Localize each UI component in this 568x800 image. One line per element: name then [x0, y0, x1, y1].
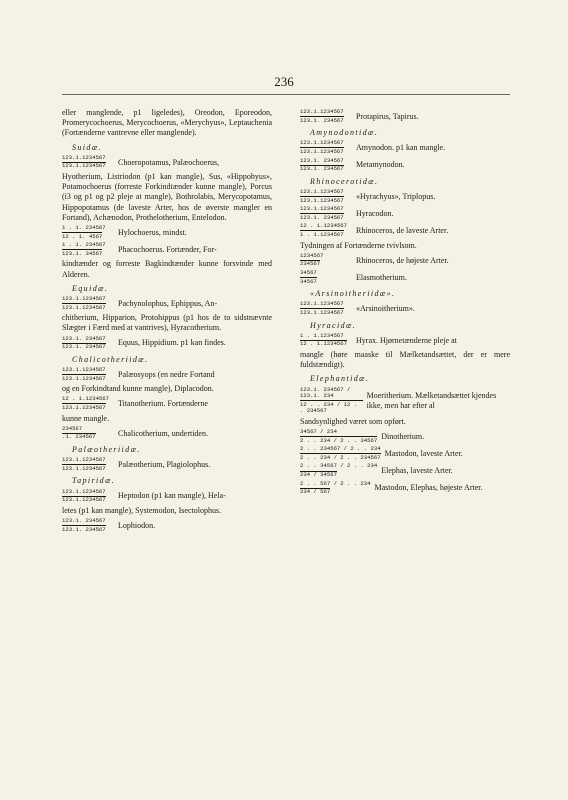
taxa-names: Rhinoceros, de højeste Arter. [356, 255, 449, 265]
dental-formula [62, 457, 114, 472]
formula-upper-jaw: 123.1. 234567 [300, 156, 344, 164]
formula-upper-jaw: 123.1.1234567 [62, 487, 106, 495]
formula-upper-jaw: 123.1. 234567 [62, 516, 106, 524]
paragraph: chitherium, Hipparion, Protohippus (p1 hos de to sidstnævnte Slægter i Færd med at vantrives), Hyracotherium. [62, 313, 272, 333]
dental-formula [300, 253, 352, 268]
formula-upper-jaw: 123.1.1234567 [300, 187, 344, 195]
dental-formula-line [300, 253, 510, 268]
formula-upper-jaw: 234567 [62, 424, 83, 432]
taxa-names: Equus, Hippidium. p1 kan findes. [118, 338, 226, 348]
dental-formula-line [300, 333, 510, 348]
formula-upper-jaw: 12 . 1.1234567 [62, 395, 109, 403]
dental-formula-line [300, 387, 510, 415]
dental-formula [62, 242, 114, 257]
taxa-names: Mastodon, laveste Arter. [384, 449, 463, 459]
formula-lower-jaw: 12 . 1. 4567 [62, 232, 103, 240]
dental-formula [62, 336, 114, 351]
formula-upper-jaw: 123.1.1234567 [62, 153, 106, 161]
formula-upper-jaw: 123.1.1234567 [300, 205, 344, 213]
taxa-names: Elephas, laveste Arter. [381, 466, 453, 476]
formula-lower-jaw: 123.1.1234567 [300, 196, 344, 204]
dental-formula [300, 206, 352, 221]
dental-formula [300, 387, 363, 415]
dental-formula [300, 223, 352, 238]
dental-formula [300, 109, 352, 124]
formula-lower-jaw: 234 / 34567 [300, 471, 337, 479]
formula-upper-jaw: 12 . 1.1234567 [300, 222, 347, 230]
taxa-names: Moeritherium. Mælketandsættet kjendes ikke, men har efter al [366, 391, 497, 410]
dental-formula [62, 518, 114, 533]
family-heading: «Arsinoitheriidæ». [310, 289, 396, 299]
dental-formula [62, 426, 114, 441]
page-number: 236 [274, 74, 294, 89]
formula-lower-jaw: 2 . . 234 / 2 . . 34567 [300, 436, 378, 444]
paragraph: Hyotherium, Listriodon (p1 kan mangle), Sus, «Hippohyus», Potamochoerus (forreste Forkindtænder kunne mangle), Porcus (i3 og p1 og p2 pleje at mangle), Bothrolabis, Merycopotamus, Hippopotamus (de laveste Arter, hos de øverste mangler en Fortand), Achænodon, Prothelotherium, Entelodon. [62, 172, 272, 222]
formula-upper-jaw: 123.1.1234567 [62, 456, 106, 464]
taxa-names: Mastodon, Elephas, højeste Arter. [374, 483, 483, 493]
family-heading: Palæotheriidæ. [72, 444, 141, 454]
formula-upper-jaw: 2 . . 567 / 2 . . 234 [300, 479, 371, 487]
formula-lower-jaw: 123.1.1234567 [300, 308, 344, 316]
formula-upper-jaw: 123.1.1234567 [300, 300, 344, 308]
dental-formula-line [62, 489, 272, 504]
formula-upper-jaw: 123.1. 234567 / 123.1. 234 [300, 385, 351, 400]
formula-lower-jaw: 123.1.1234567 [62, 464, 106, 472]
formula-lower-jaw: 2 . . 234 / 2 . . 234567 [300, 453, 381, 461]
paragraph: Tydningen af Fortænderne tvivlsom. [300, 240, 417, 250]
family-heading: Amynodontidæ. [310, 128, 379, 138]
dental-formula [300, 158, 352, 173]
formula-upper-jaw: 123.1.1234567 [300, 139, 344, 147]
dental-formula-line [300, 140, 510, 155]
paragraph: Sandsynlighed været som opført. [300, 416, 406, 426]
dental-formula-line [300, 270, 510, 285]
dental-formula [300, 140, 352, 155]
formula-lower-jaw: 123.1.1234567 [62, 162, 106, 170]
formula-lower-jaw: 12 . 1.1234567 [300, 340, 347, 348]
dental-formula-line [300, 189, 510, 204]
formula-lower-jaw: 123.1.1234567 [62, 374, 106, 382]
dental-formula-line [62, 225, 272, 240]
formula-lower-jaw: 1 . 1.1234567 [300, 230, 344, 238]
dental-formula-line [300, 446, 510, 461]
taxa-names: Palæosyops (en nedre Fortand [118, 369, 215, 379]
dental-formula-line [300, 301, 510, 316]
dental-formula-line [62, 518, 272, 533]
formula-lower-jaw: 123.1. 234567 [300, 165, 344, 173]
dental-formula-line [300, 223, 510, 238]
taxa-names: Phacochoerus. Fortænder, For- [118, 245, 217, 255]
dental-formula [300, 429, 377, 444]
taxa-names: Elasmotherium. [356, 272, 407, 282]
formula-lower-jaw: 123.1. 234567 [300, 116, 344, 124]
dental-formula-line [300, 429, 510, 444]
dental-formula [62, 489, 114, 504]
formula-upper-jaw: 2 . . 234567 / 2 . . 234 [300, 445, 381, 453]
formula-upper-jaw: 123.1.1234567 [300, 108, 344, 115]
family-heading: Hyracidæ. [310, 320, 357, 330]
taxa-names: Metamynodon. [356, 160, 405, 170]
dental-formula [300, 301, 352, 316]
dental-formula [62, 367, 114, 382]
taxa-names: «Hyrachyus», Triplopus. [356, 191, 436, 201]
taxa-names: «Arsinoitherium». [356, 304, 415, 314]
right-column [300, 108, 510, 498]
dental-formula-line [300, 109, 510, 124]
family-heading: Chalicotheriidæ. [72, 354, 149, 364]
formula-lower-jaw: .1. 234567 [62, 433, 96, 441]
paragraph: letes (p1 kan mangle), Systemodon, Isectolophus. [62, 505, 222, 515]
dental-formula-line [62, 336, 272, 351]
dental-formula-line [300, 481, 510, 496]
paragraph: kunne mangle. [62, 413, 110, 423]
taxa-names: Choeropotamus, Palæochoerus, [118, 157, 220, 167]
taxa-names: Heptodon (p1 kan mangle), Hela- [118, 491, 226, 501]
family-heading: Equidæ. [72, 283, 109, 293]
taxa-names: Titanotherium. Fortænderne [118, 399, 208, 409]
taxa-names: Hyrax. Hjørnetænderne pleje at [356, 335, 457, 345]
paragraph: mangle (høre maaske til Mælketandsættet, der er mere fuldstændigt). [300, 349, 510, 370]
formula-lower-jaw: 123.1.1234567 [62, 403, 106, 411]
taxa-names: Rhinoceros, de laveste Arter. [356, 226, 449, 236]
dental-formula-line [62, 155, 272, 170]
taxa-names: Pachynolophus, Ephippus, An- [118, 298, 218, 308]
taxa-names: Hylochoerus, mindst. [118, 227, 187, 237]
formula-lower-jaw: 12 . . 234 / 12 . . 234567 [300, 400, 363, 415]
dental-formula-line [300, 463, 510, 478]
family-heading: Rhinocerotidæ. [310, 176, 379, 186]
formula-upper-jaw: 1234567 [300, 251, 324, 259]
formula-lower-jaw: 123.1.1234567 [300, 147, 344, 155]
left-column [62, 108, 272, 535]
dental-formula [62, 296, 114, 311]
dental-formula-line [300, 158, 510, 173]
paragraph: kindtænder og forreste Bagkindtænder kunne forsvinde med Alderen. [62, 259, 272, 279]
formula-upper-jaw: 123.1. 234567 [62, 334, 106, 342]
paragraph: og en Forkindtand kunne mangle), Diplacodon. [62, 384, 214, 394]
family-heading: Suidæ. [72, 142, 102, 152]
formula-lower-jaw: 123.1. 234567 [62, 343, 106, 351]
taxa-names: Dinotherium. [381, 431, 425, 441]
formula-upper-jaw: 34567 / 234 [300, 428, 337, 436]
formula-upper-jaw: 34567 [300, 268, 317, 276]
dental-formula [300, 189, 352, 204]
paragraph: eller manglende, p1 ligeledes), Oreodon, Eporeodon, Promerycochoerus, Merycochoerus, «Merychyus», Leptauchenia (Fortænderne vantrevne eller manglende). [62, 108, 272, 138]
formula-lower-jaw: 34567 [300, 277, 317, 285]
taxa-names: Hyracodon. [356, 209, 394, 218]
dental-formula [300, 333, 352, 348]
taxa-names: Amynodon. p1 kan mangle. [356, 143, 446, 153]
dental-formula-line [62, 367, 272, 382]
dental-formula [300, 446, 381, 461]
taxa-names: Palæotherium, Plagiolophus. [118, 460, 211, 469]
formula-lower-jaw: 123.1. 234567 [300, 213, 344, 221]
formula-upper-jaw: 1 . 1. 234567 [62, 241, 106, 249]
dental-formula [300, 481, 371, 496]
dental-formula [300, 463, 377, 478]
formula-lower-jaw: 123.1. 34567 [62, 249, 103, 257]
taxa-names: Chalicotherium, undertiden. [118, 428, 208, 438]
formula-upper-jaw: 123.1.1234567 [62, 365, 106, 373]
formula-lower-jaw: 234 / 567 [300, 488, 331, 496]
taxa-names: Protapirus, Tapirus. [356, 111, 419, 121]
formula-lower-jaw: 123.1.1234567 [62, 303, 106, 311]
taxa-names: Lophiodon. [118, 520, 156, 530]
formula-lower-jaw: 123.1.1234567 [62, 496, 106, 504]
dental-formula [300, 270, 352, 285]
dental-formula-line [62, 296, 272, 311]
formula-lower-jaw: 234567 [300, 260, 321, 268]
dental-formula-line [62, 396, 272, 411]
formula-lower-jaw: 123.1. 234567 [62, 525, 106, 533]
header-rule [62, 94, 510, 95]
dental-formula-line [62, 242, 272, 257]
formula-upper-jaw: 1 . 1.1234567 [300, 331, 344, 339]
dental-formula [62, 396, 114, 411]
dental-formula [62, 225, 114, 240]
formula-upper-jaw: 123.1.1234567 [62, 295, 106, 302]
dental-formula-line [300, 206, 510, 221]
dental-formula [62, 155, 114, 170]
formula-upper-jaw: 1 . 1. 234567 [62, 224, 106, 232]
dental-formula-line [62, 457, 272, 472]
family-heading: Tapiridæ. [72, 476, 116, 486]
family-heading: Elephantidæ. [310, 374, 370, 384]
formula-upper-jaw: 2 . . 34567 / 2 . . 234 [300, 462, 378, 470]
dental-formula-line [62, 426, 272, 441]
